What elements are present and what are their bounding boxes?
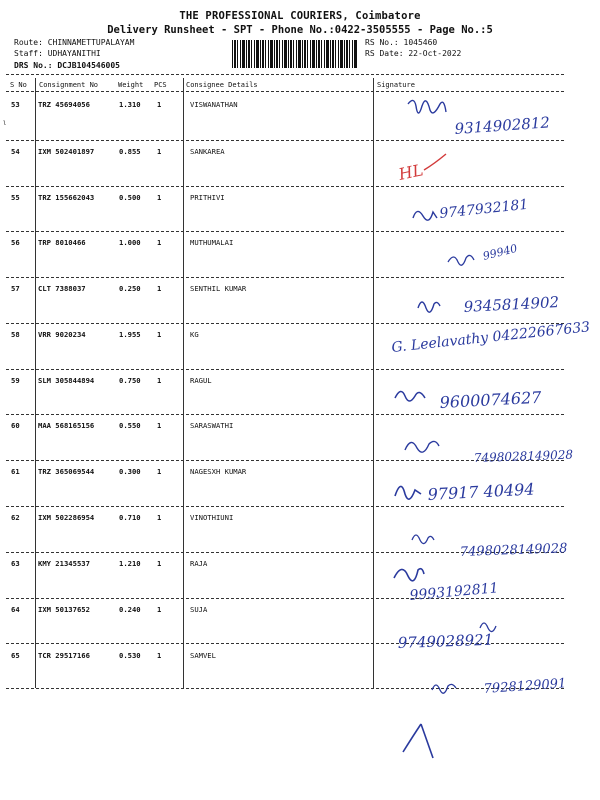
signature-scribble	[405, 441, 439, 452]
row-sno: 59	[11, 376, 20, 385]
signature-scribble	[432, 684, 456, 693]
row-weight: 1.955	[119, 330, 141, 339]
row-consignment: VRR 9020234	[38, 330, 86, 339]
row-sno: 63	[11, 559, 20, 568]
row-weight: 1.000	[119, 238, 141, 247]
rs-date: RS Date: 22-Oct-2022	[365, 49, 462, 58]
row-pcs: 1	[157, 513, 162, 522]
row-consignment: SLM 305844894	[38, 376, 95, 385]
row-signature-note: G. Leelavathy 04222667633	[390, 319, 591, 356]
row-pcs: 1	[157, 193, 162, 202]
row-pcs: 1	[157, 100, 162, 109]
row-pcs: 1	[157, 330, 162, 339]
row-signature-note: 7498028149028	[473, 447, 574, 465]
row-pcs: 1	[157, 651, 162, 660]
row-sno: 56	[11, 238, 20, 247]
col-weight: Weight	[118, 81, 144, 89]
row-consignee: SUJA	[190, 605, 208, 614]
row-pcs: 1	[157, 467, 162, 476]
row-signature-note: 9993192811	[408, 580, 500, 604]
row-pcs: 1	[157, 421, 162, 430]
col-consignee: Consignee Details	[186, 81, 258, 89]
row-pcs: 1	[157, 284, 162, 293]
row-consignment: TRZ 365069544	[38, 467, 95, 476]
col-consignment: Consignment No	[39, 81, 99, 89]
row-signature-note: 9747932181	[438, 196, 530, 222]
row-consignee: RAGUL	[190, 376, 212, 385]
signature-scribble	[448, 255, 474, 265]
drs-number: DRS No.: DCJB104546005	[14, 61, 120, 70]
row-consignment: TCR 29517166	[38, 651, 90, 660]
row-signature-note: 7928129091	[483, 676, 567, 697]
row-weight: 0.530	[119, 651, 141, 660]
row-consignee: SANKAREA	[190, 147, 225, 156]
staff-text: Staff: UDHAYANITHI	[14, 49, 101, 58]
row-signature-note: 9314902812	[454, 113, 551, 138]
col-sno: S No	[10, 81, 27, 89]
row-signature-note: 9600074627	[439, 387, 542, 412]
row-consignee: MUTHUMALAI	[190, 238, 234, 247]
row-signature-note: 9345814902	[463, 293, 560, 316]
row-consignee: KG	[190, 330, 199, 339]
row-sno: 60	[11, 421, 20, 430]
row-consignment: TRP 8010466	[38, 238, 86, 247]
row-weight: 0.500	[119, 193, 141, 202]
row-sno: 65	[11, 651, 20, 660]
row-signature-note: 99940	[481, 241, 519, 263]
rs-number: RS No.: 1045460	[365, 38, 438, 47]
row-consignment: CLT 7388037	[38, 284, 86, 293]
row-consignment: IXM 502286954	[38, 513, 95, 522]
row-consignee: RAJA	[190, 559, 208, 568]
row-consignee: VISWANATHAN	[190, 100, 238, 109]
margin-mark: ι	[2, 118, 7, 127]
signature-scribble	[413, 211, 437, 220]
row-sno: 62	[11, 513, 20, 522]
row-consignment: TRZ 45694056	[38, 100, 90, 109]
row-pcs: 1	[157, 559, 162, 568]
signature-scribble	[412, 535, 434, 544]
row-pcs: 1	[157, 605, 162, 614]
row-consignment: MAA 568165156	[38, 421, 95, 430]
signature-scribble	[395, 486, 421, 499]
row-weight: 0.550	[119, 421, 141, 430]
signature-scribble	[395, 391, 425, 401]
row-weight: 0.710	[119, 513, 141, 522]
row-sno: 61	[11, 467, 20, 476]
row-weight: 1.310	[119, 100, 141, 109]
row-signature-note: 97917 40494	[427, 479, 535, 504]
row-weight: 0.250	[119, 284, 141, 293]
row-pcs: 1	[157, 376, 162, 385]
row-weight: 0.750	[119, 376, 141, 385]
row-consignee: VINOTHIUNI	[190, 513, 234, 522]
row-sno: 64	[11, 605, 20, 614]
row-consignment: IXM 50137652	[38, 605, 90, 614]
row-signature-note: 7498028149028	[459, 541, 568, 560]
signature-scribble	[424, 154, 446, 170]
row-consignment: TRZ 155662043	[38, 193, 95, 202]
row-consignee: SENTHIL KUMAR	[190, 284, 247, 293]
signature-scribble	[408, 100, 446, 113]
runsheet-subtitle: Delivery Runsheet - SPT - Phone No.:0422-3505555 - Page No.:5	[107, 24, 493, 36]
col-signature: Signature	[377, 81, 415, 89]
col-pcs: PCS	[154, 81, 167, 89]
row-signature-note: HL	[396, 160, 425, 184]
row-signature-note: 9749028921	[397, 630, 494, 652]
row-consignment: IXM 502401897	[38, 147, 95, 156]
row-weight: 0.240	[119, 605, 141, 614]
signature-scribble	[418, 302, 440, 312]
row-pcs: 1	[157, 238, 162, 247]
row-consignee: SARASWATHI	[190, 421, 234, 430]
pen-stroke	[403, 724, 433, 758]
row-consignment: KMY 21345537	[38, 559, 90, 568]
row-sno: 55	[11, 193, 20, 202]
row-weight: 1.210	[119, 559, 141, 568]
signature-scribble	[394, 569, 424, 581]
company-title: THE PROFESSIONAL COURIERS, Coimbatore	[179, 10, 421, 22]
row-weight: 0.300	[119, 467, 141, 476]
row-sno: 53	[11, 100, 20, 109]
row-sno: 54	[11, 147, 20, 156]
row-weight: 0.855	[119, 147, 141, 156]
row-sno: 57	[11, 284, 20, 293]
route-text: Route: CHINNAMETTUPALAYAM	[14, 38, 135, 47]
row-consignee: SAMVEL	[190, 651, 216, 660]
row-sno: 58	[11, 330, 20, 339]
row-pcs: 1	[157, 147, 162, 156]
row-consignee: PRITHIVI	[190, 193, 225, 202]
row-consignee: NAGESXH KUMAR	[190, 467, 247, 476]
